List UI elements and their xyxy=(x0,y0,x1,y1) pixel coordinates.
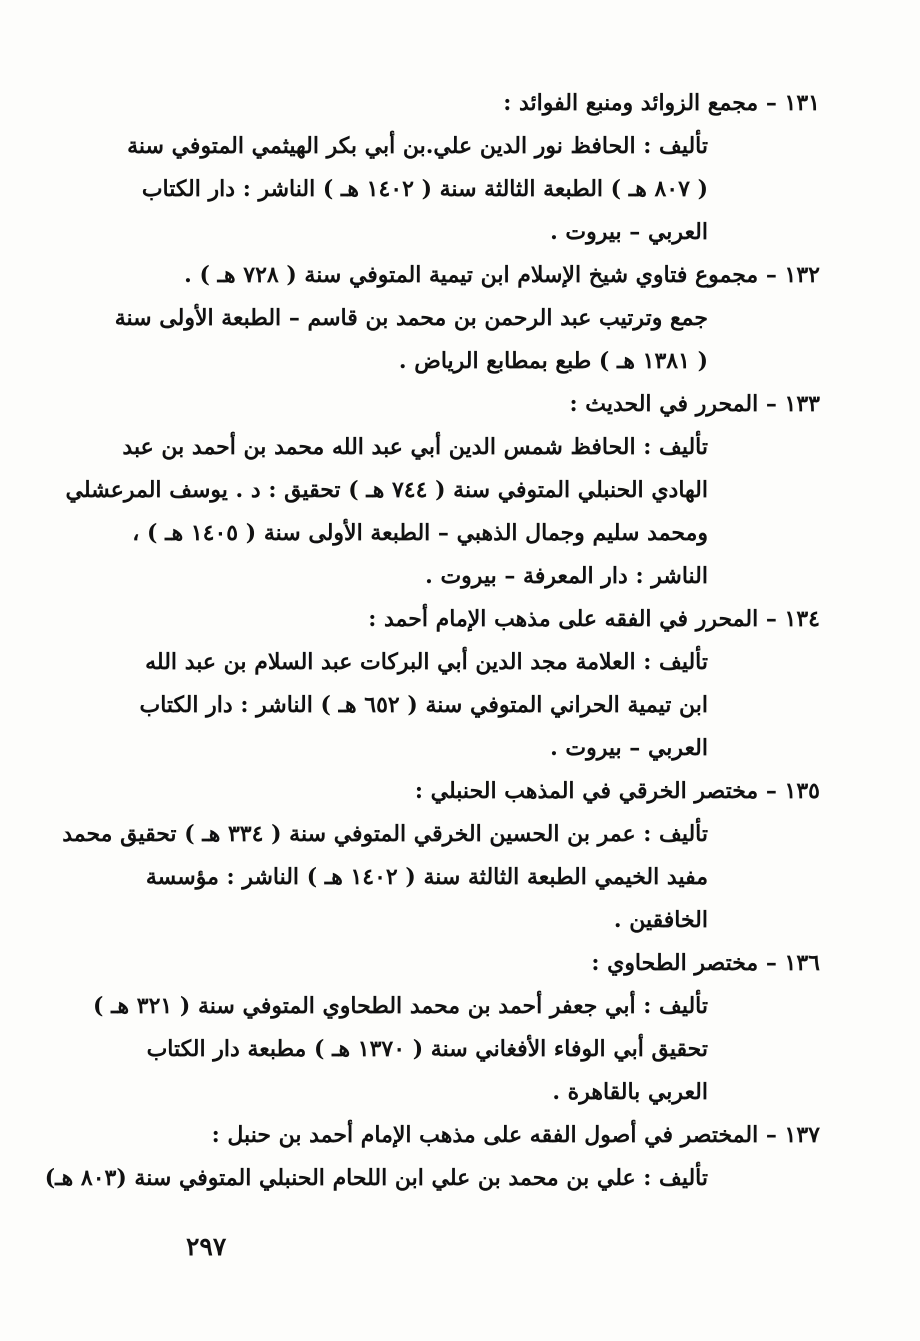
entry-title: – مجمع الزوائد ومنبع الفوائد : xyxy=(503,90,777,116)
entry-line: تأليف : علي بن محمد بن علي ابن اللحام الحنبلي المتوفي سنة (٨٠٣ هـ) xyxy=(44,1165,708,1191)
entry-title: – المحرر في الحديث : xyxy=(569,391,777,417)
entry-line: العربي – بيروت . xyxy=(550,219,708,245)
entry-number: ١٣٦ xyxy=(784,950,820,976)
entry-line: تأليف : عمر بن الحسين الخرقي المتوفي سنة ( ٣٣٤ هـ ) تحقيق محمد xyxy=(62,821,708,847)
entry-number: ١٣٢ xyxy=(784,262,820,288)
entry-line: مفيد الخيمي الطبعة الثالثة سنة ( ١٤٠٢ هـ ) الناشر : مؤسسة xyxy=(145,864,708,890)
entry-line: تأليف : العلامة مجد الدين أبي البركات عبد السلام بن عبد الله xyxy=(145,649,708,675)
entry-line: تأليف : الحافظ نور الدين علي.بن أبي بكر الهيثمي المتوفي سنة xyxy=(127,133,708,159)
entry-title: – مختصر الخرقي في المذهب الحنبلي : xyxy=(414,778,777,804)
entry-heading xyxy=(140,82,820,125)
entry-line: ( ١٣٨١ هـ ) طبع بمطابع الرياض . xyxy=(398,348,708,374)
entry-number: ١٣١ xyxy=(784,90,820,116)
entry-line: العربي بالقاهرة . xyxy=(552,1079,708,1105)
entry-number: ١٣٤ xyxy=(784,606,820,632)
bibliography-entry-136 xyxy=(93,942,820,1114)
entry-title: – المختصر في أصول الفقه على مذهب الإمام أحمد بن حنبل : xyxy=(211,1122,777,1148)
entry-line: الهادي الحنبلي المتوفي سنة ( ٧٤٤ هـ ) تحقيق : د . يوسف المرعشلي xyxy=(65,477,708,503)
entry-heading xyxy=(140,942,820,985)
bibliography-list xyxy=(44,82,820,1200)
entry-line: جمع وترتيب عبد الرحمن بن محمد بن قاسم – الطبعة الأولى سنة xyxy=(114,305,708,331)
bibliography-entry-134 xyxy=(140,598,820,770)
entry-title: – المحرر في الفقه على مذهب الإمام أحمد : xyxy=(368,606,777,632)
entry-heading xyxy=(140,383,820,426)
bibliography-entry-137 xyxy=(44,1114,820,1200)
entry-heading xyxy=(140,1114,820,1157)
entry-line: الخافقين . xyxy=(613,907,708,933)
entry-line: ابن تيمية الحراني المتوفي سنة ( ٦٥٢ هـ ) الناشر : دار الكتاب xyxy=(139,692,708,718)
entry-line: تأليف : الحافظ شمس الدين أبي عبد الله محمد بن أحمد بن عبد xyxy=(122,434,708,460)
entry-heading xyxy=(140,770,820,813)
entry-line: تحقيق أبي الوفاء الأفغاني سنة ( ١٣٧٠ هـ ) مطبعة دار الكتاب xyxy=(146,1036,708,1062)
entry-line: الناشر : دار المعرفة – بيروت . xyxy=(425,563,708,589)
page-number: ٢٩٧ xyxy=(186,1232,227,1261)
entry-title: – مختصر الطحاوي : xyxy=(591,950,777,976)
entry-line: ( ٨٠٧ هـ ) الطبعة الثالثة سنة ( ١٤٠٢ هـ ) الناشر : دار الكتاب xyxy=(141,176,708,202)
bibliography-entry-131 xyxy=(127,82,820,254)
entry-number: ١٣٥ xyxy=(784,778,820,804)
entry-number: ١٣٧ xyxy=(784,1122,820,1148)
entry-line: العربي – بيروت . xyxy=(550,735,708,761)
entry-number: ١٣٣ xyxy=(784,391,820,417)
entry-heading xyxy=(140,598,820,641)
entry-line: ومحمد سليم وجمال الذهبي – الطبعة الأولى سنة ( ١٤٠٥ هـ ) ، xyxy=(132,520,708,546)
bibliography-entry-132 xyxy=(114,254,820,383)
entry-line: تأليف : أبي جعفر أحمد بن محمد الطحاوي المتوفي سنة ( ٣٢١ هـ ) xyxy=(93,993,708,1019)
bibliography-entry-133 xyxy=(65,383,820,598)
entry-title: – مجموع فتاوي شيخ الإسلام ابن تيمية المتوفي سنة ( ٧٢٨ هـ ) . xyxy=(184,262,777,288)
bibliography-entry-135 xyxy=(62,770,820,942)
entry-heading xyxy=(140,254,820,297)
